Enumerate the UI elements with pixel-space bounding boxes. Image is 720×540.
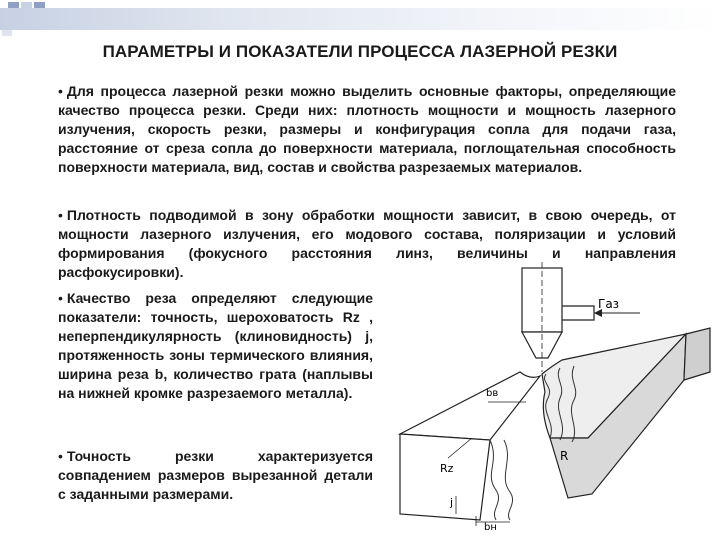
cut-striations bbox=[490, 440, 499, 520]
radius-label: R bbox=[560, 449, 569, 463]
cut-striations bbox=[504, 440, 513, 520]
bullet-paragraph-quality bbox=[58, 289, 373, 403]
right-block-end-face bbox=[684, 328, 710, 380]
roughness-label: Rz bbox=[440, 462, 454, 475]
bottom-width-label: bн bbox=[484, 522, 497, 532]
header-bar bbox=[0, 8, 720, 30]
bullet-text: Качество реза определяют следующие показатели: точность, шероховатость Rz , неперпендикулярность (клиновидность) j, протяженность зоны термического влияния, ширина реза b, количество грата (наплывы на нижней кромке разрезаемого металла). bbox=[58, 290, 373, 401]
gas-label: Газ bbox=[598, 297, 620, 311]
top-width-label: bв bbox=[486, 388, 499, 399]
bullet-paragraph-factors bbox=[58, 82, 676, 177]
bullet-text: Плотность подводимой в зону обработки мощности зависит, в свою очередь, от мощности лазерного излучения, его модового состава, поляризации и условий формирования (фокусного расстояния линз, величины и направления расфокусировки). bbox=[58, 207, 676, 280]
bullet-marker: • bbox=[58, 290, 63, 306]
wedge-label: j bbox=[450, 496, 454, 509]
gas-inlet-pipe bbox=[562, 306, 594, 320]
laser-cut-diagram bbox=[380, 262, 716, 532]
left-block-top bbox=[400, 372, 540, 440]
slide-title: ПАРАМЕТРЫ И ПОКАЗАТЕЛИ ПРОЦЕССА ЛАЗЕРНОЙ РЕЗКИ bbox=[102, 42, 618, 61]
left-block-front bbox=[400, 434, 490, 520]
bullet-text: Точность резки характеризуется совпадением размеров вырезанной детали с заданными размерами. bbox=[58, 448, 373, 502]
bullet-marker: • bbox=[58, 83, 63, 99]
bullet-text: Для процесса лазерной резки можно выделить основные факторы, определяющие качество процесса резки. Среди них: плотность мощности и мощность лазерного излучения, скорость резки, размеры и конфигурация сопла для подачи газа, расстояние от среза сопла до поверхности материала, поглощательная способность поверхности материала, вид, состав и свойства разрезаемых материалов. bbox=[58, 83, 676, 175]
bullet-paragraph-accuracy bbox=[58, 447, 373, 504]
bullet-marker: • bbox=[58, 448, 63, 464]
bullet-marker: • bbox=[58, 207, 63, 223]
